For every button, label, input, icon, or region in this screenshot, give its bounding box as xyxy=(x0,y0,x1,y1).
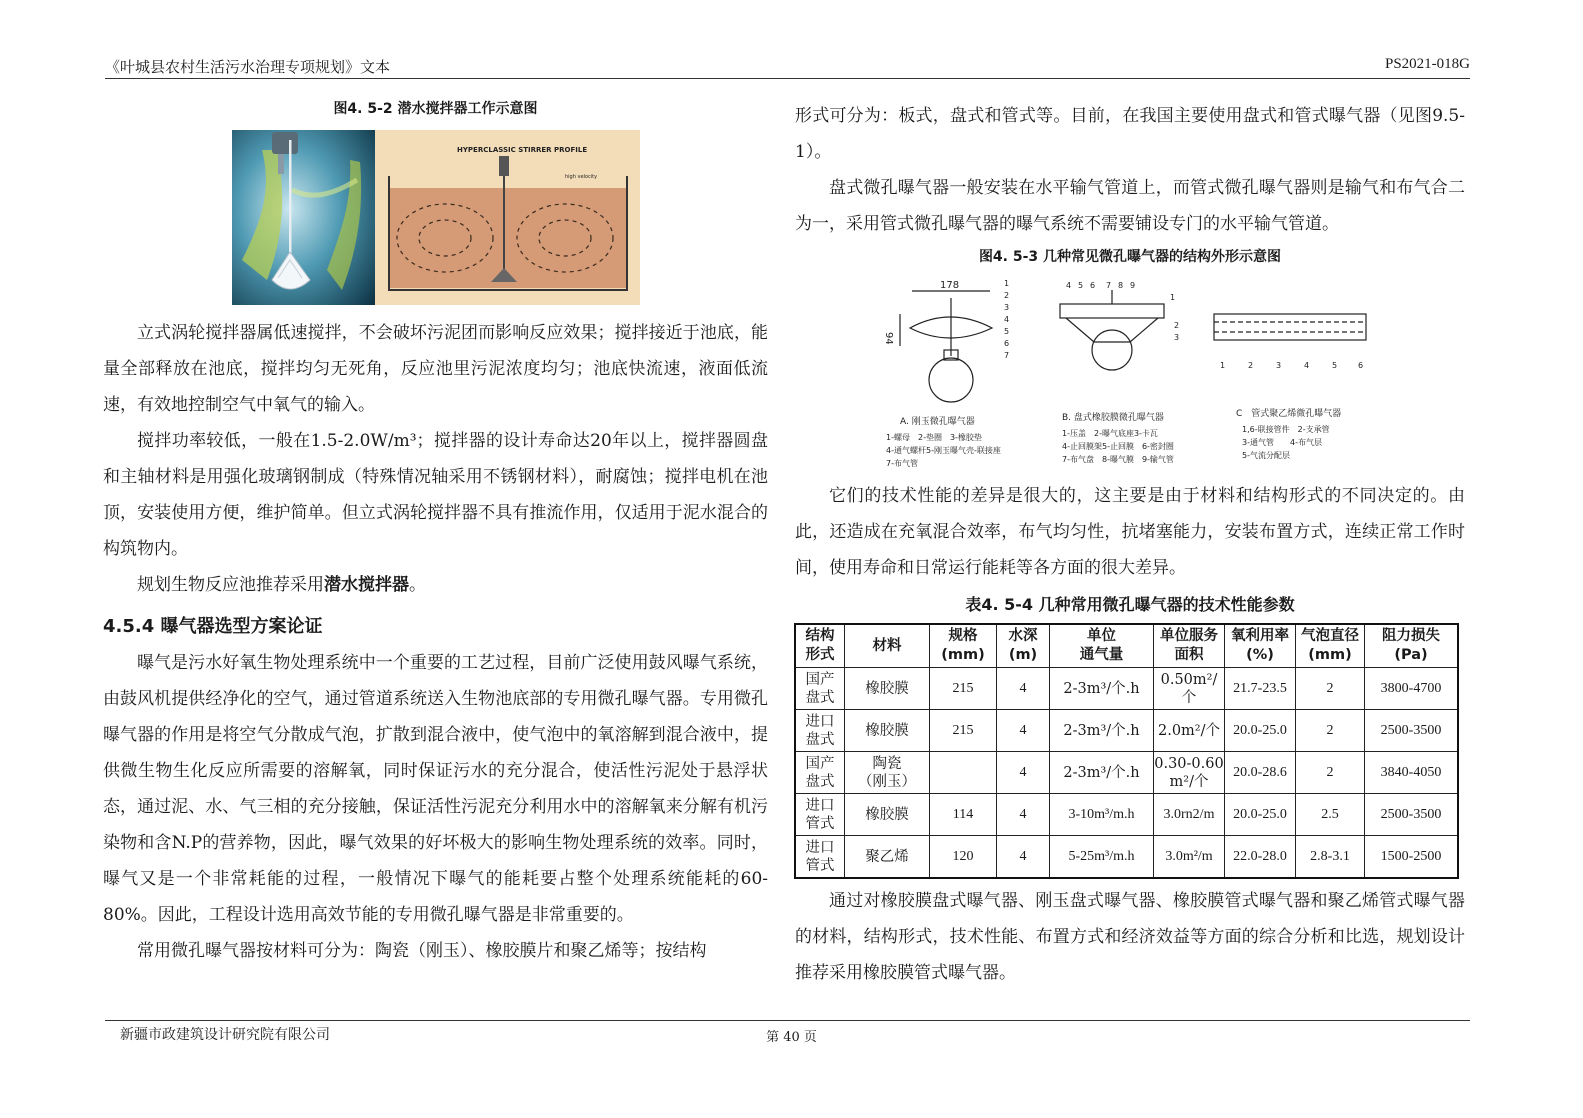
table-header-cell: 单位 通气量 xyxy=(1050,624,1154,668)
table-cell: 进口 管式 xyxy=(795,836,845,879)
paragraph-stirrer-power: 搅拌功率较低，一般在1.5-2.0W/m³；搅拌器的设计寿命达20年以上，搅拌器圆盘和主轴材料是用强化玻璃钢制成（特殊情况轴采用不锈钢材料），耐腐蚀；搅拌电机在池顶，安装使用方便，维护简单。但立式涡轮搅拌器不具有推流作用，仅适用于泥水混合的构筑物内。 xyxy=(103,431,768,559)
table-cell: 22.0-28.0 xyxy=(1225,836,1296,879)
aerator-b-number-9: 9 xyxy=(1130,281,1136,290)
table-row xyxy=(795,752,1458,794)
doc-header-title: 《叶城县农村生活污水治理专项规划》文本 xyxy=(105,58,391,76)
aerator-b-number-4: 4 xyxy=(1066,281,1072,290)
recommendation-prefix: 规划生物反应池推荐采用 xyxy=(137,575,324,595)
aerator-c-legend-1: 1,6-联接管件 2-支承管 xyxy=(1242,425,1330,434)
table-header-cell: 材料 xyxy=(845,624,930,668)
section-heading-aerator: 4.5.4 曝气器选型方案论证 xyxy=(103,616,323,637)
table-cell: 4 xyxy=(997,710,1050,752)
aerator-a-number-1: 1 xyxy=(1004,279,1010,288)
aerator-a-legend-3: 7-布气管 xyxy=(886,459,918,468)
aerator-a-dimension-top: 178 xyxy=(940,280,960,291)
figure-stirrer xyxy=(232,130,640,305)
table-cell: 20.0-25.0 xyxy=(1225,794,1296,836)
table-cell: 3.0rn2/m xyxy=(1154,794,1225,836)
aerator-c-legend-2: 3-通气管 4-布气层 xyxy=(1242,438,1322,447)
aerator-c-legend-3: 5-气流分配层 xyxy=(1242,451,1290,460)
table-cell: 2 xyxy=(1296,710,1365,752)
aerator-b-number-8: 8 xyxy=(1118,281,1124,290)
paragraph-aerator-recommendation: 通过对橡胶膜盘式曝气器、刚玉盘式曝气器、橡胶膜管式曝气器和聚乙烯管式曝气器的材料，结构形式，技术性能、布置方式和经济效益等方面的综合分析和比选，规划设计推荐采用橡胶膜管式曝气器。 xyxy=(795,891,1465,983)
table-header-cell: 阻力损失 (Pa) xyxy=(1365,624,1459,668)
aerator-a-legend-2: 4-通气螺杆5-刚玉曝气壳-联接座 xyxy=(886,446,1001,455)
table-row xyxy=(795,710,1458,752)
table-cell: 4 xyxy=(997,752,1050,794)
aerator-a-dimension-side: 94 xyxy=(883,332,894,345)
paragraph-aeration-intro: 曝气是污水好氧生物处理系统中一个重要的工艺过程，目前广泛使用鼓风曝气系统，由鼓风机提供经净化的空气，通过管道系统送入生物池底部的专用微孔曝气器。专用微孔曝气器的作用是将空气分散成气泡，扩散到混合液中，使气泡中的氧溶解到混合液中，提供微生物生化反应所需要的溶解氧，同时保证污水的充分混合，使活性污泥处于悬浮状态，通过泥、水、气三相的充分接触，保证活性污泥充分利用水中的溶解氧来分解有机污染物和含N.P的营养物，因此，曝气效果的好坏极大的影响生物处理系统的效率。同时，曝气又是一个非常耗能的过程，一般情况下曝气的能耗要占整个处理系统能耗的60-80%。因此，工程设计选用高效节能的专用微孔曝气器是非常重要的。 xyxy=(103,653,768,925)
aerator-a-number-5: 5 xyxy=(1004,327,1010,336)
paragraph-stirrer-recommendation xyxy=(103,567,768,603)
aerator-c-number-5: 5 xyxy=(1332,361,1338,370)
aerator-c-number-6: 6 xyxy=(1358,361,1364,370)
table-header-cell: 单位服务 面积 xyxy=(1154,624,1225,668)
recommendation-suffix: 。 xyxy=(409,575,426,595)
footer-rule xyxy=(105,1020,1470,1021)
table-cell: 120 xyxy=(930,836,997,879)
aerator-b-number-5: 5 xyxy=(1078,281,1084,290)
paragraph-structure-types: 形式可分为：板式，盘式和管式等。目前，在我国主要使用盘式和管式曝气器（见图9.5-1）。 xyxy=(795,106,1465,162)
aerator-a-drawing xyxy=(900,291,992,402)
table-cell: 114 xyxy=(930,794,997,836)
paragraph-performance-difference: 它们的技术性能的差异是很大的，这主要是由于材料和结构形式的不同决定的。由此，还造成在充氧混合效率，布气均匀性，抗堵塞能力，安装布置方式，连续正常工作时间，使用寿命和日常运行能耗等各方面的很大差异。 xyxy=(795,486,1465,578)
table-cell: 215 xyxy=(930,668,997,710)
table-cell: 1500-2500 xyxy=(1365,836,1459,879)
table-cell: 陶瓷 （刚玉） xyxy=(845,752,930,794)
stirrer-photo xyxy=(232,130,375,305)
aerator-b-number-6: 6 xyxy=(1090,281,1096,290)
aerator-c-number-1: 1 xyxy=(1220,361,1226,370)
aerator-b-number-7: 7 xyxy=(1106,281,1112,290)
doc-header-code: PS2021-018G xyxy=(1384,56,1470,72)
aerator-a-title: A. 刚玉微孔曝气器 xyxy=(900,417,975,427)
header-rule xyxy=(105,78,1470,79)
diagram-note: high velocity xyxy=(564,174,597,180)
table-cell xyxy=(930,752,997,794)
aerator-b-number-3: 3 xyxy=(1174,333,1180,342)
table-cell: 2 xyxy=(1296,752,1365,794)
table-cell: 2.8-3.1 xyxy=(1296,836,1365,879)
table-cell: 2500-3500 xyxy=(1365,794,1459,836)
aerator-b-number-1: 1 xyxy=(1170,293,1176,302)
table-cell: 3840-4050 xyxy=(1365,752,1459,794)
table-header-cell: 氧利用率 (%) xyxy=(1225,624,1296,668)
table-cell: 4 xyxy=(997,668,1050,710)
aerator-a-number-4: 4 xyxy=(1004,315,1010,324)
page-number: 第 40 页 xyxy=(766,1030,817,1045)
paragraph-turbine-stirrer: 立式涡轮搅拌器属低速搅拌，不会破坏污泥团而影响反应效果；搅拌接近于池底，能量全部释放在池底，搅拌均匀无死角，反应池里污泥浓度均匀；池底快流速，液面低流速，有效地控制空气中氧气的输入。 xyxy=(103,323,768,415)
table-cell: 2-3m³/个.h xyxy=(1050,710,1154,752)
aerator-c-number-4: 4 xyxy=(1304,361,1310,370)
figure-caption-aerators: 图4. 5-3 几种常见微孔曝气器的结构外形示意图 xyxy=(978,249,1282,265)
table-row xyxy=(795,668,1458,710)
table-cell: 橡胶膜 xyxy=(845,710,930,752)
aerator-c-drawing xyxy=(1214,314,1366,340)
aerator-a-legend-1: 1-螺母 2-垫圈 3-橡胶垫 xyxy=(886,433,982,442)
aerator-b-legend-3: 7-布气盘 8-曝气膜 9-输气管 xyxy=(1062,455,1174,464)
table-header-cell: 气泡直径 (mm) xyxy=(1296,624,1365,668)
table-row xyxy=(795,836,1458,879)
table-cell: 4 xyxy=(997,836,1050,879)
aerator-a-number-2: 2 xyxy=(1004,291,1010,300)
table-cell: 2.5 xyxy=(1296,794,1365,836)
paragraph-aerator-materials: 常用微孔曝气器按材料可分为：陶瓷（刚玉）、橡胶膜片和聚乙烯等；按结构 xyxy=(137,941,707,961)
table-cell: 215 xyxy=(930,710,997,752)
table-caption: 表4. 5-4 几种常用微孔曝气器的技术性能参数 xyxy=(965,595,1295,614)
table-cell: 0.30-0.60 m²/个 xyxy=(1154,752,1225,794)
table-cell: 2 xyxy=(1296,668,1365,710)
table-cell: 橡胶膜 xyxy=(845,668,930,710)
table-cell: 橡胶膜 xyxy=(845,794,930,836)
aerator-b-legend-1: 1-压盖 2-曝气底座3-卡瓦 xyxy=(1062,429,1158,438)
table-cell: 2.0m²/个 xyxy=(1154,710,1225,752)
table-cell: 国产 盘式 xyxy=(795,752,845,794)
aerator-performance-table xyxy=(794,623,1459,879)
table-cell: 2-3m³/个.h xyxy=(1050,752,1154,794)
table-cell: 2500-3500 xyxy=(1365,710,1459,752)
stirrer-flow-diagram xyxy=(375,130,640,305)
table-cell: 进口 管式 xyxy=(795,794,845,836)
aerator-b-number-2: 2 xyxy=(1174,321,1180,330)
aerator-a-number-7: 7 xyxy=(1004,351,1010,360)
table-cell: 聚乙烯 xyxy=(845,836,930,879)
left-column xyxy=(103,98,768,969)
aerator-b-title: B. 盘式橡胶膜微孔曝气器 xyxy=(1062,413,1164,423)
aerator-c-number-3: 3 xyxy=(1276,361,1282,370)
table-cell: 21.7-23.5 xyxy=(1225,668,1296,710)
right-column xyxy=(795,98,1465,991)
table-cell: 20.0-25.0 xyxy=(1225,710,1296,752)
aerator-b-drawing xyxy=(1060,290,1164,370)
figure-aerator-structures xyxy=(880,276,1380,476)
table-cell: 3.0m²/m xyxy=(1154,836,1225,879)
table-cell: 2-3m³/个.h xyxy=(1050,668,1154,710)
aerator-a-number-6: 6 xyxy=(1004,339,1010,348)
figure-caption-stirrer: 图4. 5-2 潜水搅拌器工作示意图 xyxy=(333,101,538,117)
table-cell: 5-25m³/m.h xyxy=(1050,836,1154,879)
table-cell: 0.50m²/个 xyxy=(1154,668,1225,710)
aerator-c-number-2: 2 xyxy=(1248,361,1254,370)
table-cell: 20.0-28.6 xyxy=(1225,752,1296,794)
aerator-c-title: C 管式聚乙烯微孔曝气器 xyxy=(1236,409,1342,419)
table-cell: 国产 盘式 xyxy=(795,668,845,710)
table-cell: 3-10m³/m.h xyxy=(1050,794,1154,836)
table-cell: 4 xyxy=(997,794,1050,836)
aerator-a-number-3: 3 xyxy=(1004,303,1010,312)
table-row xyxy=(795,794,1458,836)
footer-company: 新疆市政建筑设计研究院有限公司 xyxy=(120,1027,330,1043)
aerator-b-legend-2: 4-止回膜架5-止回膜 6-密封圈 xyxy=(1062,442,1174,451)
table-cell: 进口 盘式 xyxy=(795,710,845,752)
table-header-cell: 结构 形式 xyxy=(795,624,845,668)
table-header-cell: 规格 (mm) xyxy=(930,624,997,668)
diagram-title: HYPERCLASSIC STIRRER PROFILE xyxy=(456,146,587,154)
table-cell: 3800-4700 xyxy=(1365,668,1459,710)
table-header-cell: 水深 (m) xyxy=(997,624,1050,668)
paragraph-disc-vs-tube: 盘式微孔曝气器一般安装在水平输气管道上，而管式微孔曝气器则是输气和布气合二为一，采用管式微孔曝气器的曝气系统不需要铺设专门的水平输气管道。 xyxy=(795,178,1465,234)
table-header-row xyxy=(795,624,1458,668)
recommendation-bold: 潜水搅拌器 xyxy=(324,575,409,595)
